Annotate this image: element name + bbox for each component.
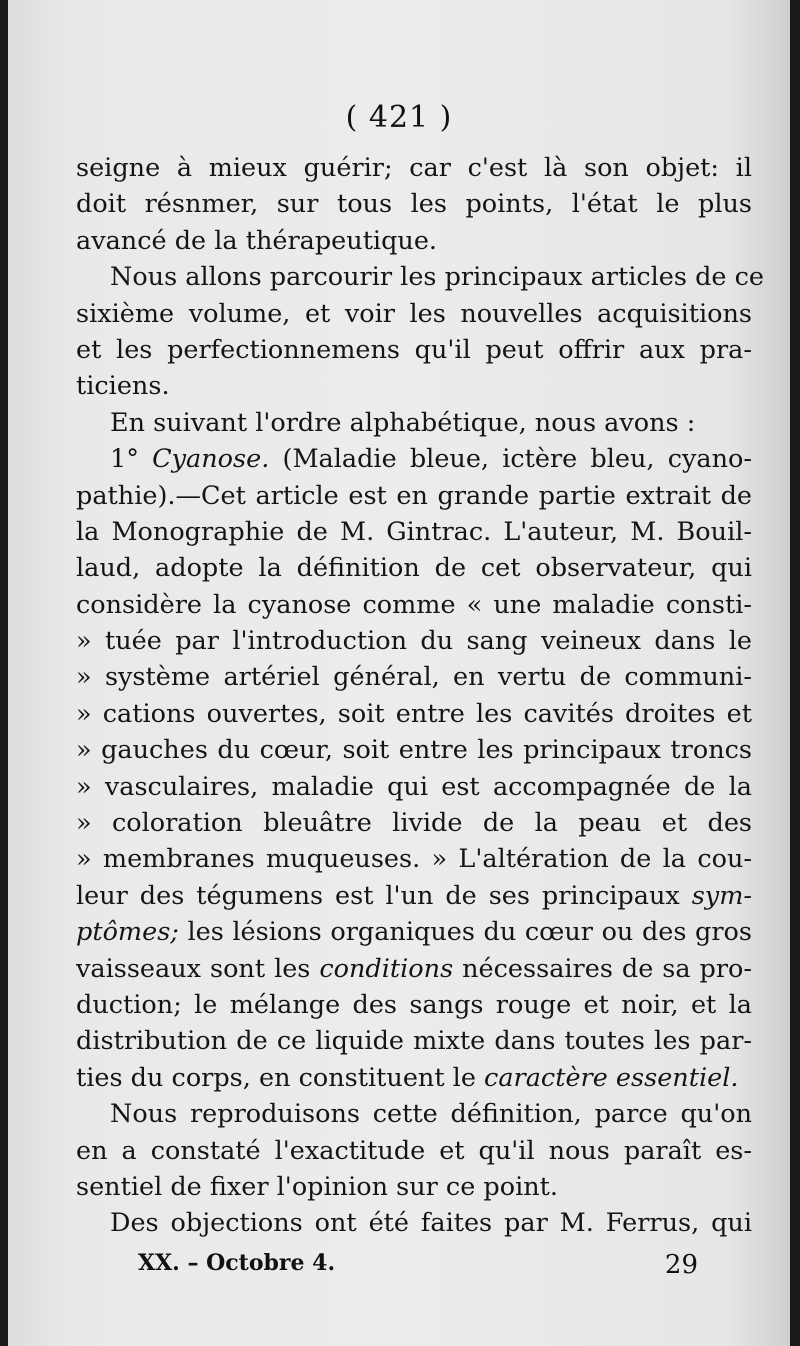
text-line: laud, adopte la définition de cet observateur, qui (76, 553, 752, 584)
text-segment: 1° (110, 444, 153, 475)
text-line: avancé de la thérapeutique. (76, 225, 438, 256)
book-page (8, 0, 790, 1346)
text-segment: (Maladie bleue, ictère bleu, cyano- (269, 444, 752, 475)
text-line (76, 1060, 752, 1096)
page-number: ( 421 ) (345, 100, 453, 135)
text-line: » gauches du cœur, soit entre les principaux troncs (76, 735, 752, 766)
italic-term: sym- (691, 880, 752, 911)
text-line: distribution de ce liquide mixte dans toutes les par- (76, 1026, 752, 1057)
text-line: » coloration bleuâtre livide de la peau et des (76, 808, 752, 839)
italic-term: caractère essentiel. (484, 1062, 739, 1093)
text-segment: vaisseaux sont les (76, 953, 320, 984)
text-line: Des objections ont été faites par M. Ferrus, qui (110, 1208, 752, 1239)
text-line: considère la cyanose comme « une maladie consti- (76, 589, 752, 620)
text-line (76, 878, 752, 914)
text-line: » système artériel général, en vertu de communi- (76, 662, 752, 693)
text-segment: les lésions organiques du cœur ou des gros (178, 917, 752, 948)
text-line: duction; le mélange des sangs rouge et noir, et la (76, 989, 752, 1020)
text-line: pathie).—Cet article est en grande partie extrait de (76, 480, 752, 511)
text-segment: ties du corps, en constituent le (76, 1062, 485, 1093)
text-line: doit résnmer, sur tous les points, l'état le plus (76, 189, 752, 220)
text-line: sentiel de fixer l'opinion sur ce point. (76, 1171, 558, 1202)
page-body (76, 150, 764, 1242)
text-line: seigne à mieux guérir; car c'est là son objet: il (76, 153, 752, 183)
text-line (76, 441, 752, 477)
text-line: ticiens. (76, 371, 170, 402)
folio-number: 29 (664, 1250, 698, 1280)
text-line: » tuée par l'introduction du sang veineux dans le (76, 626, 752, 657)
italic-term: ptômes; (76, 917, 179, 948)
text-line: sixième volume, et voir les nouvelles acquisitions (76, 298, 752, 329)
text-segment: nécessaires de sa pro- (453, 953, 752, 984)
text-line: En suivant l'ordre alphabétique, nous avons : (110, 407, 696, 438)
text-line: Nous allons parcourir les principaux articles de ce (110, 262, 764, 293)
signature-mark: XX. – Octobre 4. (138, 1250, 336, 1276)
text-line: » cations ouvertes, soit entre les cavités droites et (76, 698, 752, 729)
text-line: » vasculaires, maladie qui est accompagnée de la (76, 771, 752, 802)
italic-term: conditions (319, 953, 454, 984)
italic-term: Cyanose. (152, 444, 270, 475)
text-line (76, 951, 752, 987)
text-line: Nous reproduisons cette définition, parce qu'on (110, 1099, 752, 1130)
text-line: et les perfectionnemens qu'il peut offrir aux pra- (76, 334, 752, 365)
text-segment: leur des tégumens est l'un de ses principaux (76, 880, 692, 911)
text-line (76, 914, 752, 950)
text-line: la Monographie de M. Gintrac. L'auteur, M. Bouil- (76, 516, 752, 547)
text-line: » membranes muqueuses. » L'altération de la cou- (76, 844, 752, 875)
text-line: en a constaté l'exactitude et qu'il nous paraît es- (76, 1135, 752, 1166)
